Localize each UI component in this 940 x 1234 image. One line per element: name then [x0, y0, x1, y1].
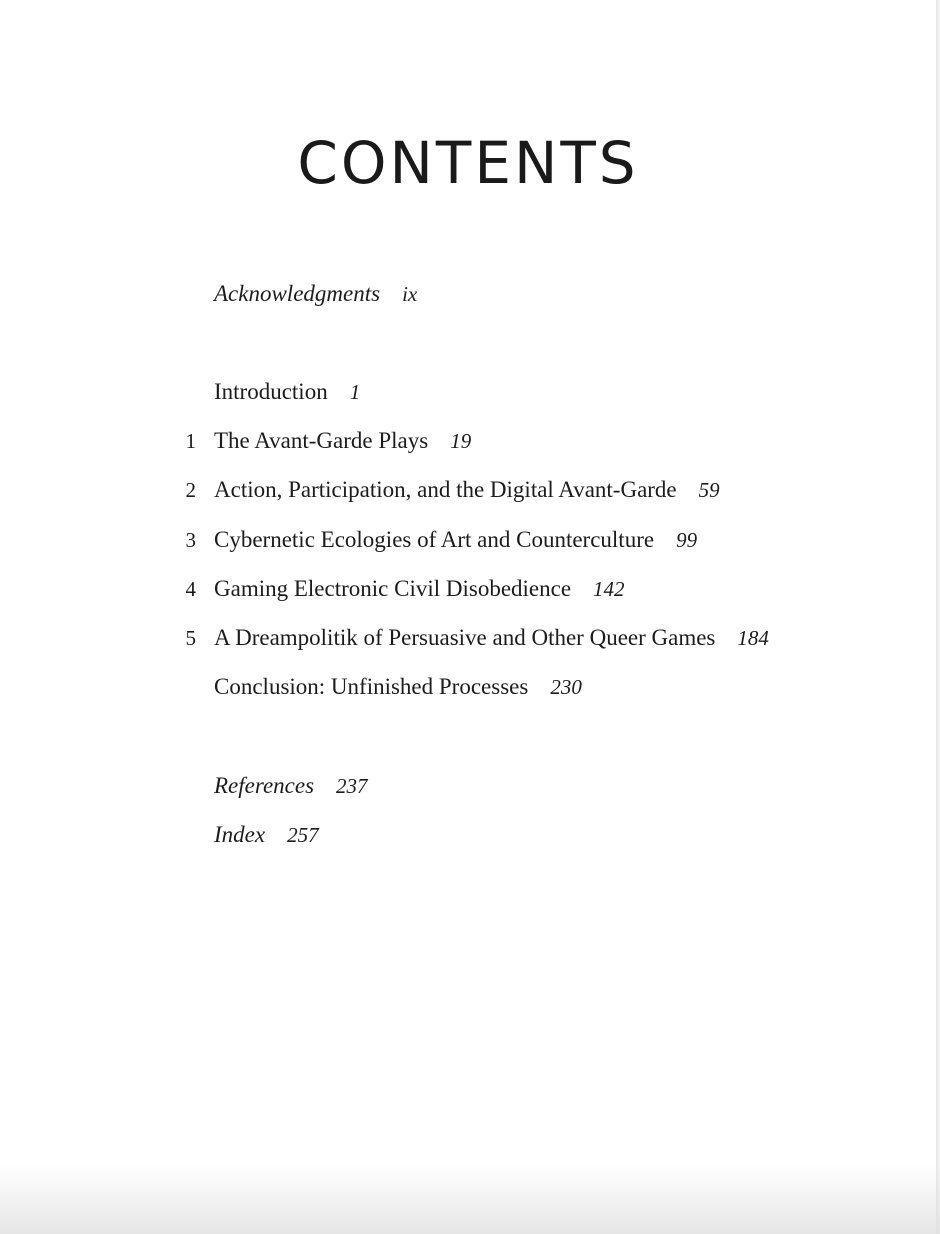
chapter-number: 4	[185, 577, 196, 601]
toc-entry-title: Cybernetic Ecologies of Art and Counterculture	[214, 527, 655, 552]
toc-entry-page: 59	[698, 478, 720, 502]
page-edge	[936, 0, 940, 1234]
page-bottom-shadow	[0, 1164, 940, 1234]
toc-entry-text	[214, 278, 417, 310]
chapter-number: 1	[185, 429, 196, 453]
toc-entry-title: A Dreampolitik of Persuasive and Other Queer Games	[214, 625, 716, 650]
toc-entry-conclusion	[0, 671, 900, 703]
toc-entry-text	[214, 474, 720, 506]
toc-entry-page: 1	[349, 380, 361, 404]
toc-entry-references	[0, 770, 900, 802]
toc-entry-index	[0, 819, 900, 851]
toc-entry-title: Gaming Electronic Civil Disobedience	[214, 576, 572, 601]
chapter-number: 2	[185, 478, 196, 502]
toc-entry-page: 184	[737, 626, 769, 650]
toc-entry-text	[214, 622, 769, 654]
toc-entry-title: Introduction	[214, 379, 328, 404]
toc-entry-title: Action, Participation, and the Digital Avant-Garde	[214, 477, 677, 502]
toc-entry-page: 19	[450, 429, 472, 453]
toc-entry-text	[214, 573, 625, 605]
toc-entry-title: References	[214, 773, 315, 798]
toc-entry-title: The Avant-Garde Plays	[214, 428, 429, 453]
toc-entry-page: 237	[336, 774, 368, 798]
chapter-number: 5	[185, 626, 196, 650]
toc-entry-page: 230	[550, 675, 582, 699]
page-title: CONTENTS	[297, 129, 639, 197]
toc-entry-page: 99	[676, 528, 698, 552]
toc-entry-text	[214, 671, 582, 703]
toc-entry-introduction	[0, 376, 900, 408]
toc-entry-chapter-2	[0, 474, 900, 506]
toc-entry-chapter-4	[0, 573, 900, 605]
toc-entry-chapter-3	[0, 524, 900, 556]
toc-entry-title: Acknowledgments	[214, 281, 381, 306]
toc-entry-text	[214, 376, 360, 408]
toc-entry-text	[214, 425, 471, 457]
toc-entry-text	[214, 524, 697, 556]
toc-entry-page: 257	[287, 823, 319, 847]
toc-entry-text	[214, 770, 368, 802]
toc-entry-title: Index	[214, 822, 266, 847]
toc-entry-acknowledgments	[0, 278, 900, 310]
toc-entry-page: 142	[593, 577, 625, 601]
toc-entry-title: Conclusion: Unfinished Processes	[214, 674, 529, 699]
toc-entry-chapter-5	[0, 622, 900, 654]
toc-entry-text	[214, 819, 319, 851]
chapter-number: 3	[185, 528, 196, 552]
toc-entry-page: ix	[402, 282, 418, 306]
toc-entry-chapter-1	[0, 425, 900, 457]
